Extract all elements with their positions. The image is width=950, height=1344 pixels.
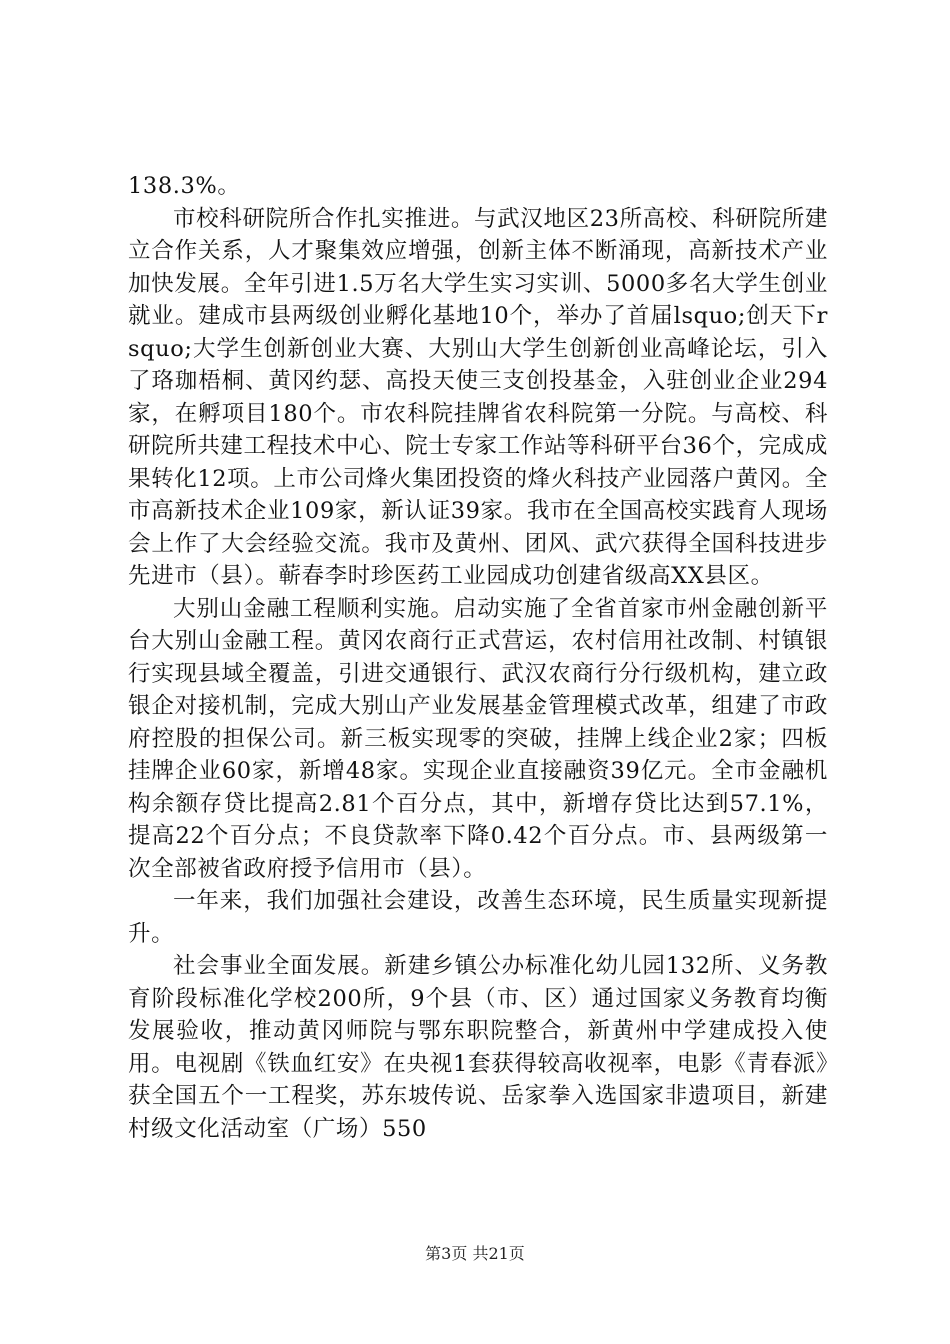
paragraph-finance-project: 大别山金融工程顺利实施。启动实施了全省首家市州金融创新平台大别山金融工程。黄冈农商行正式营运，农村信用社改制、村镇银行实现县域全覆盖，引进交通银行、武汉农商行分行级机构，建立政银企对接机制，完成大别山产业发展基金管理模式改革，组建了市政府控股的担保公司。新三板实现零的突破，挂牌上线企业2家；四板挂牌企业60家，新增48家。实现企业直接融资39亿元。全市金融机构余额存贷比提高2.81个百分点，其中，新增存贷比达到57.1%，提高22个百分点；不良贷款率下降0.42个百分点。市、县两级第一次全部被省政府授予信用市（县）。 <box>128 595 828 882</box>
paragraph-research-cooperation: 市校科研院所合作扎实推进。与武汉地区23所高校、科研院所建立合作关系，人才聚集效应增强，创新主体不断涌现，高新技术产业加快发展。全年引进1.5万名大学生实习实训、5000多名大学生创业就业。建成市县两级创业孵化基地10个，举办了首届lsquo;创天下rsquo;大学生创新创业大赛、大别山大学生创新创业高峰论坛，引入了珞珈梧桐、黄冈约瑟、高投天使三支创投基金，入驻创业企业294家，在孵项目180个。市农科院挂牌省农科院第一分院。与高校、科研院所共建工程技术中心、院士专家工作站等科研平台36个，完成成果转化12项。上市公司烽火集团投资的烽火科技产业园落户黄冈。全市高新技术企业109家，新认证39家。我市在全国高校实践育人现场会上作了大会经验交流。我市及黄州、团风、武穴获得全国科技进步先进市（县）。蕲春李时珍医药工业园成功创建省级高XX县区。 <box>128 205 828 589</box>
paragraph-continuation: 138.3%。 <box>128 173 241 199</box>
page-number-footer: 第3页 共21页 <box>425 1244 525 1263</box>
paragraph-social-summary: 一年来，我们加强社会建设，改善生态环境，民生质量实现新提升。 <box>128 888 828 947</box>
document-body <box>128 170 828 1145</box>
paragraph-social-undertakings: 社会事业全面发展。新建乡镇公办标准化幼儿园132所、义务教育阶段标准化学校200所，9个县（市、区）通过国家义务教育均衡发展验收，推动黄冈师院与鄂东职院整合，新黄州中学建成投入使用。电视剧《铁血红安》在央视1套获得较高收视率，电影《青春派》获全国五个一工程奖，苏东坡传说、岳家拳入选国家非遗项目，新建村级文化活动室（广场）550 <box>128 953 828 1142</box>
